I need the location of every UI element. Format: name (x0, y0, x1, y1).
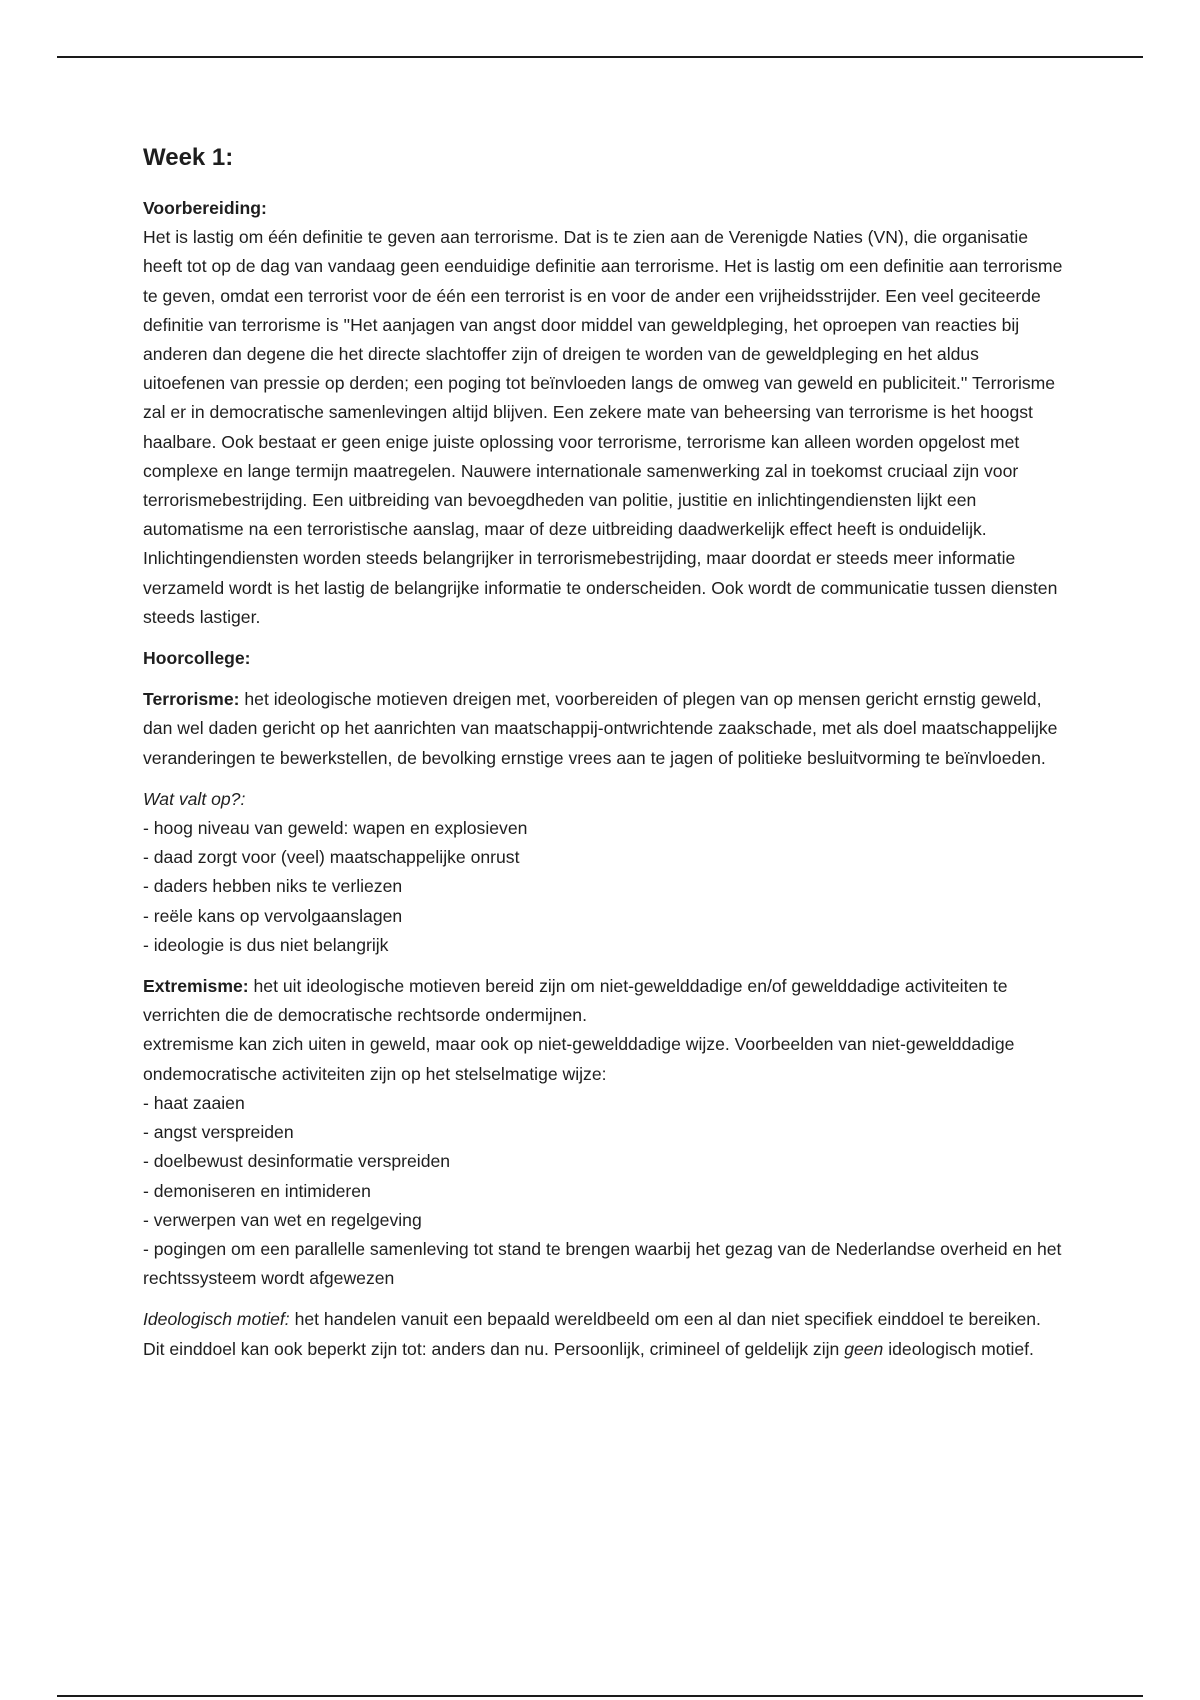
list-item: - pogingen om een parallelle samenleving tot stand te brengen waarbij het gezag van de Nederlandse overheid en het rechtssysteem wordt afgewezen (143, 1238, 1062, 1289)
extremisme-definition (143, 972, 1063, 1030)
terrorisme-text: het ideologische motieven dreigen met, voorbereiden of plegen van op mensen gericht ernstig geweld, dan wel daden gericht op het aanrichten van maatschappij-ontwrichtende zaakschade, met als doel maatschappelijke veranderingen te bewerkstellen, de bevolking ernstige vrees aan te jagen of politieke besluitvorming te beïnvloeden. (143, 689, 1058, 768)
wat-valt-op-heading: Wat valt op?: (143, 788, 246, 809)
list-item: - reële kans op vervolgaanslagen (143, 905, 403, 926)
list-item: - ideologie is dus niet belangrijk (143, 934, 389, 955)
extremisme-list (143, 1089, 1063, 1293)
voorbereiding-heading: Voorbereiding: (143, 198, 267, 218)
terrorisme-term: Terrorisme: (143, 689, 240, 710)
footer-rule (57, 1695, 1143, 1697)
list-item: - haat zaaien (143, 1092, 245, 1113)
list-item: - doelbewust desinformatie verspreiden (143, 1151, 451, 1172)
list-item: - daders hebben niks te verliezen (143, 876, 403, 897)
extremisme-explanation: extremisme kan zich uiten in geweld, maar ook op niet-gewelddadige wijze. Voorbeelden van niet-gewelddadige ondemocratische activiteiten zijn op het stelselmatige wijze: (143, 1034, 1015, 1084)
list-item: - hoog niveau van geweld: wapen en explosieven (143, 818, 528, 839)
ideologisch-motief-text: het handelen vanuit een bepaald wereldbeeld om een al dan niet specifiek einddoel te bereiken. Dit einddoel kan ook beperkt zijn tot: anders dan nu. Persoonlijk, crimineel of geldelijk zijn (143, 1309, 1041, 1359)
wat-valt-op-list (143, 814, 1063, 960)
document-body (143, 140, 1063, 1364)
terrorisme-definition (143, 685, 1063, 773)
voorbereiding-paragraph: Het is lastig om één definitie te geven aan terrorisme. Dat is te zien aan de Verenigde Naties (VN), die organisatie heeft tot op de dag van vandaag geen eenduidige definitie aan terrorisme. Het is lastig om een definitie aan terrorisme te geven, omdat een terrorist voor de één een terrorist is en voor de ander een vrijheidsstrijder. Een veel geciteerde definitie van terrorisme is ''Het aanjagen van angst door middel van geweldpleging, het oproepen van reacties bij anderen dan degene die het directe slachtoffer zijn of dreigen te worden van de geweldpleging en het aldus uitoefenen van pressie op derden; een poging tot beïnvloeden langs de omweg van geweld en publiciteit.'' Terrorisme zal er in democratische samenlevingen altijd blijven. Een zekere mate van beheersing van terrorisme is het hoogst haalbare. Ook bestaat er geen enige juiste oplossing voor terrorisme, terrorisme kan alleen worden opgelost met complexe en lange termijn maatregelen. Nauwere internationale samenwerking zal in toekomst cruciaal zijn voor terrorismebestrijding. Een uitbreiding van bevoegdheden van politie, justitie en inlichtingendiensten lijkt een automatisme na een terroristische aanslag, maar of deze uitbreiding daadwerkelijk effect heeft is onduidelijk. Inlichtingendiensten worden steeds belangrijker in terrorismebestrijding, maar doordat er steeds meer informatie verzameld wordt is het lastig de belangrijke informatie te onderscheiden. Ook wordt de communicatie tussen diensten steeds lastiger. (143, 227, 1063, 627)
ideologisch-motief-emphasis: geen (844, 1338, 884, 1359)
list-item: - angst verspreiden (143, 1122, 294, 1143)
ideologisch-motief-tail: ideologisch motief. (883, 1338, 1034, 1359)
header-rule (57, 56, 1143, 58)
ideologisch-motief-definition (143, 1305, 1063, 1363)
week-heading: Week 1: (143, 144, 234, 171)
extremisme-text: het uit ideologische motieven bereid zijn om niet-gewelddadige en/of gewelddadige activiteiten te verrichten die de democratische rechtsorde ondermijnen. (143, 976, 1008, 1026)
list-item: - demoniseren en intimideren (143, 1180, 371, 1201)
ideologisch-motief-term: Ideologisch motief: (143, 1309, 290, 1330)
extremisme-term: Extremisme: (143, 976, 249, 997)
list-item: - verwerpen van wet en regelgeving (143, 1209, 422, 1230)
hoorcollege-heading: Hoorcollege: (143, 648, 251, 669)
list-item: - daad zorgt voor (veel) maatschappelijke onrust (143, 847, 520, 868)
